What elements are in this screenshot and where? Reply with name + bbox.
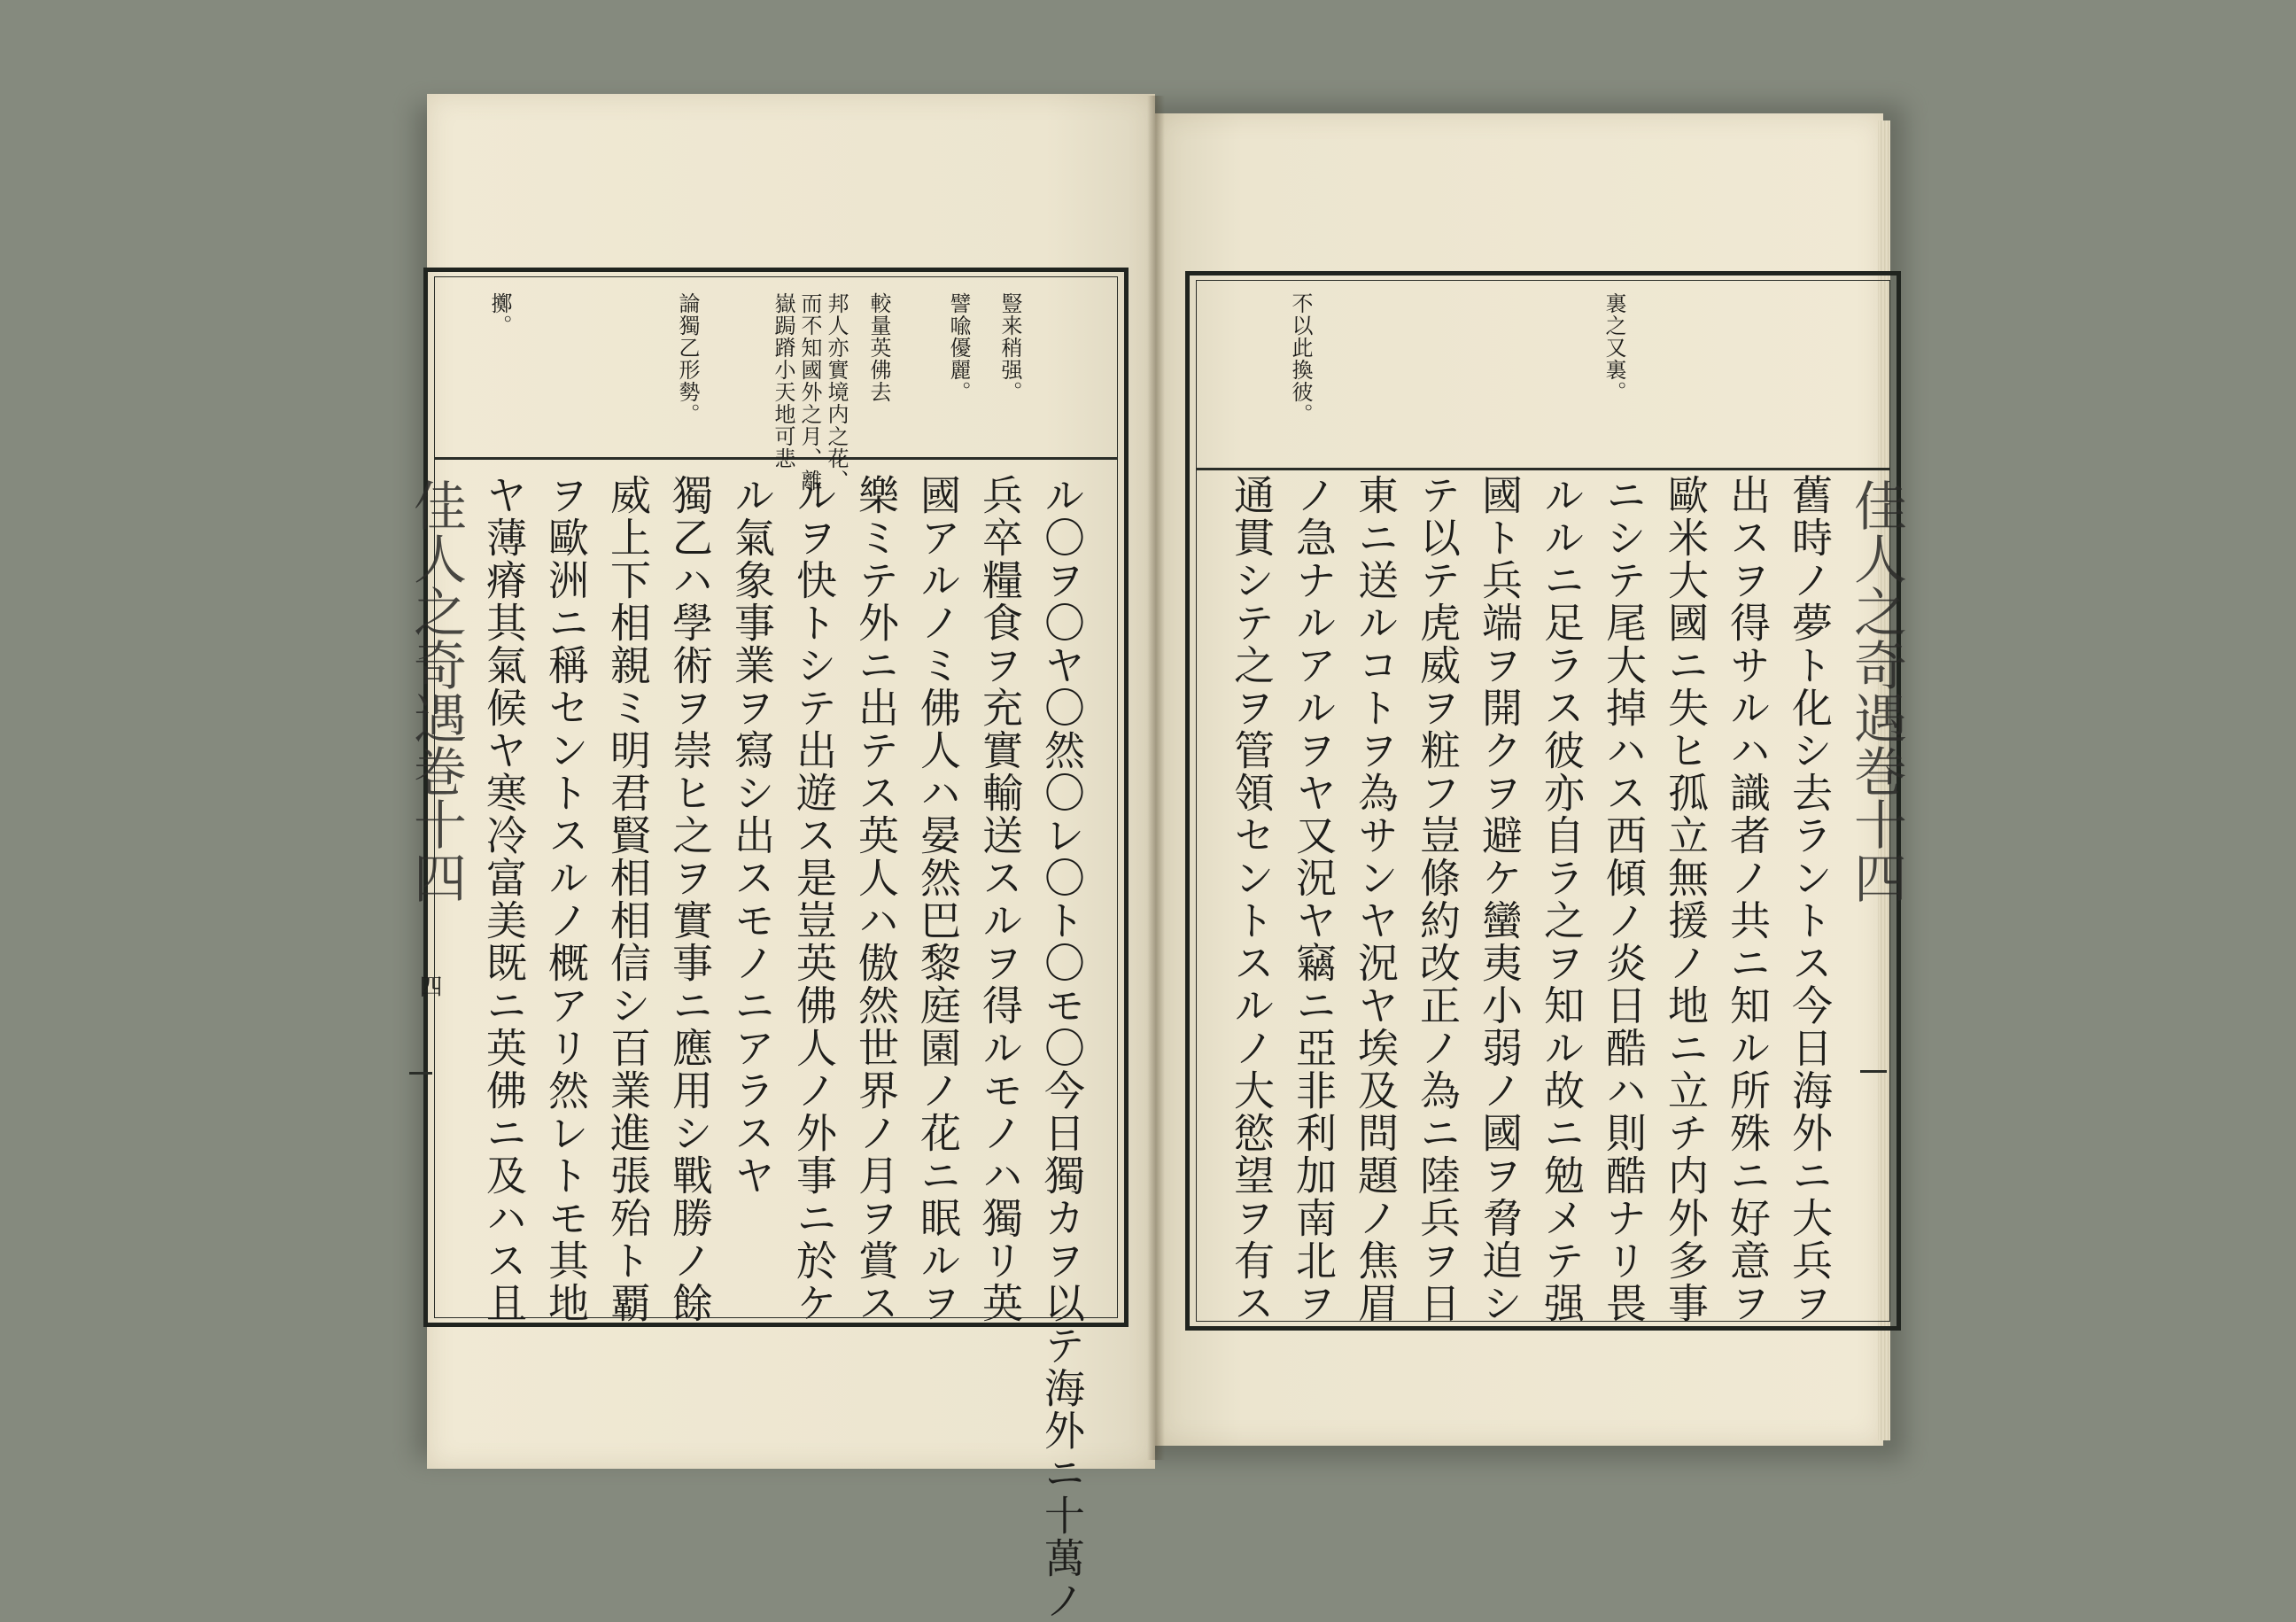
left-text-column: 兵卒糧食ヲ充實輸送スルヲ得ルモノハ獨リ英 [976,474,1024,1324]
left-text-column: ルヲ快トシテ出遊ス是豈英佛人ノ外事ニ於ケ [790,474,838,1324]
left-text-column: 樂ミテ外ニ出テス英人ハ傲然世界ノ月ヲ賞ス [852,474,900,1324]
right-headnote: 裏之又裏。 [1602,292,1626,403]
left-headnote: 較量英佛去 [866,292,891,403]
left-headnote: 擲。 [487,292,512,337]
left-text-column: 獨乙ハ學術ヲ崇ヒ之ヲ實事ニ應用シ戰勝ノ餘 [666,474,714,1324]
left-headnote: 邦人亦實境内之花、 [824,292,849,492]
left-headnote: 豎来稍强。 [997,292,1022,403]
right-folio-rule [1860,1070,1887,1073]
left-spine-title: 佳人之奇遇巻十四 [405,478,467,904]
book-gutter [1147,96,1165,1460]
right-headnote: 不以此換彼。 [1288,292,1313,425]
right-spine-title: 佳人之奇遇巻十四 [1845,478,1907,904]
right-text-column: 歐米大國ニ失ヒ孤立無援ノ地ニ立チ内外多事 [1662,474,1710,1324]
right-text-column: ニシテ尾大掉ハス西傾ノ炎日酷ハ則酷ナリ畏 [1600,474,1648,1324]
left-headnote: 嶽跼蹐小天地可悲 [771,292,795,470]
right-text-column: 舊時ノ夢ト化シ去ラントス今日海外ニ大兵ヲ [1786,474,1834,1324]
right-text-column: ルルニ足ラス彼亦自ラ之ヲ知ル故ニ勉メテ强 [1538,474,1586,1324]
left-text-column: ル〇ヲ〇ヤ〇然〇レ〇ト〇モ〇今日獨カヲ以テ海外ニ十萬ノ [1038,474,1086,1622]
left-text-column: 國アルノミ佛人ハ晏然巴黎庭園ノ花ニ眠ルヲ [914,474,962,1324]
left-text-column: ヤ薄瘠其氣候ヤ寒冷富美既ニ英佛ニ及ハス且 [480,474,528,1324]
left-headnote: 論獨乙形勢。 [675,292,700,425]
right-text-column: ノ急ナルアルヲヤ又況ヤ竊ニ亞非利加南北ヲ [1290,474,1338,1324]
left-text-column: 威上下相親ミ明君賢相相信シ百業進張殆ト覇 [604,474,652,1324]
left-text-column: ヲ歐洲ニ稱セントスルノ概アリ然レトモ其地 [542,474,590,1324]
left-headnote: 而不知國外之月、離 [797,292,822,492]
right-text-column: 通貫シテ之ヲ管領セントスルノ大慾望ヲ有ス [1228,474,1276,1324]
right-headnote-rule [1196,468,1890,470]
right-text-column: 國ト兵端ヲ開クヲ避ケ蠻夷小弱ノ國ヲ脅迫シ [1476,474,1524,1324]
left-folio-rule [409,1072,432,1075]
right-text-column: テ以テ虎威ヲ粧フ豈條約改正ノ為ニ陸兵ヲ日 [1414,474,1462,1324]
left-text-column: ル氣象事業ヲ寫シ出スモノニアラスヤ [728,474,776,1197]
right-text-column: 出スヲ得サルハ識者ノ共ニ知ル所殊ニ好意ヲ [1724,474,1772,1324]
left-folio: 四 [415,974,442,999]
left-headnote: 譬喩優麗。 [946,292,971,403]
right-text-column: 東ニ送ルコトヲ為サンヤ況ヤ埃及問題ノ焦眉 [1352,474,1400,1324]
